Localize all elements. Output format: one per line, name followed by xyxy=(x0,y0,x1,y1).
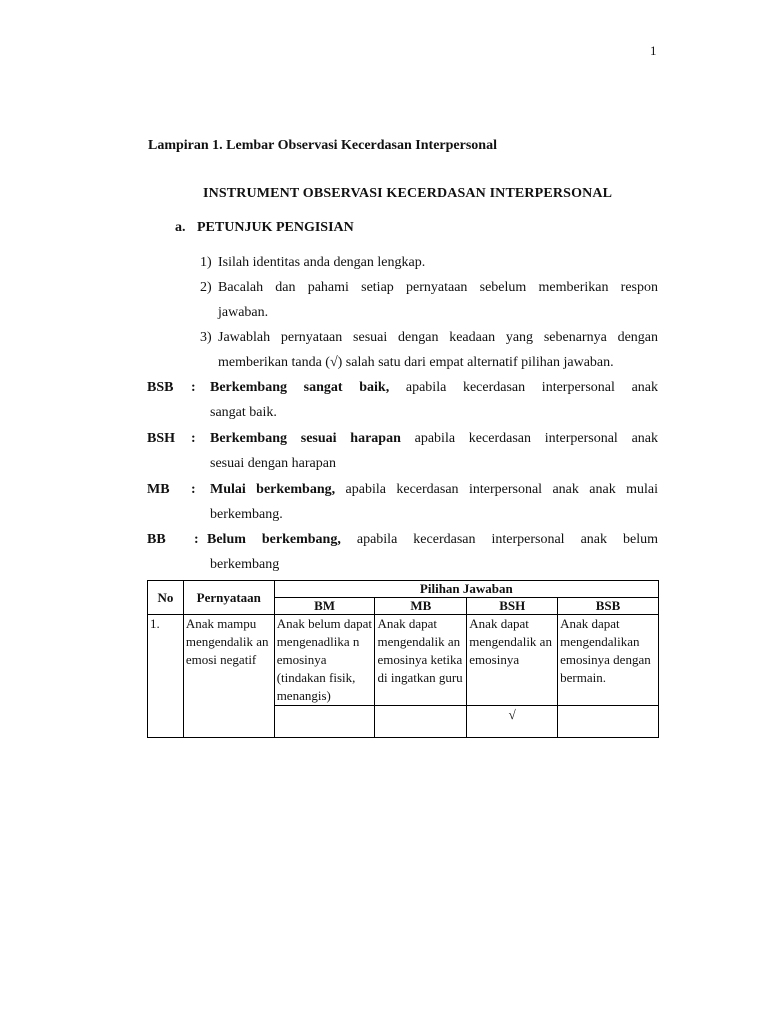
instruction-item xyxy=(200,275,658,325)
section-heading xyxy=(175,220,354,236)
instruction-number: 1) xyxy=(200,255,212,270)
legend-item-mb xyxy=(147,477,658,527)
check-cell-bm[interactable] xyxy=(274,706,375,738)
instruction-number: 2) xyxy=(200,280,212,295)
instruction-text-cont: jawaban. xyxy=(218,305,269,320)
legend-rest: apabila kecerdasan interpersonal anak xyxy=(389,380,658,395)
instruction-item xyxy=(200,325,658,375)
legend-abbr: BB xyxy=(147,532,166,547)
row-statement: Anak mampu mengendalik an emosi negatif xyxy=(183,615,274,738)
legend-rest: apabila kecerdasan interpersonal anak xyxy=(400,431,658,446)
legend-colon: : xyxy=(194,532,199,547)
legend-abbr: MB xyxy=(147,482,170,497)
table-row xyxy=(148,615,659,706)
instrument-title: INSTRUMENT OBSERVASI KECERDASAN INTERPERSONAL xyxy=(203,186,613,201)
legend-rest: apabila kecerdasan interpersonal anak belum xyxy=(340,532,659,547)
instruction-number: 3) xyxy=(200,330,212,345)
legend-term: Berkembang sangat baik, xyxy=(210,380,390,395)
page-number: 1 xyxy=(650,43,657,58)
header-choice-bsh: BSH xyxy=(467,598,558,615)
header-statement: Pernyataan xyxy=(183,581,274,615)
legend-term: Berkembang sesuai harapan xyxy=(210,431,401,446)
legend-desc-cont: berkembang. xyxy=(210,507,283,522)
option-bsh: Anak dapat mengendalik an emosinya xyxy=(467,615,558,706)
section-title: PETUNJUK PENGISIAN xyxy=(197,220,354,235)
legend-desc-cont: sangat baik. xyxy=(210,405,277,420)
legend-desc xyxy=(210,375,658,400)
instruction-text-cont: memberikan tanda (√) salah satu dari empat alternatif pilihan jawaban. xyxy=(218,355,614,370)
legend-item-bsh xyxy=(147,426,658,476)
legend-abbr: BSH xyxy=(147,431,176,446)
attachment-title: Lampiran 1. Lembar Observasi Kecerdasan Interpersonal xyxy=(148,138,497,153)
check-cell-bsh[interactable]: √ xyxy=(467,706,558,738)
legend-desc-cont: berkembang xyxy=(210,557,280,572)
legend-item-bb xyxy=(147,527,658,577)
check-cell-bsb[interactable] xyxy=(558,706,659,738)
option-bsb: Anak dapat mengendalikan emosinya dengan bermain. xyxy=(558,615,659,706)
legend-term: Mulai berkembang, xyxy=(210,482,336,497)
legend-desc-cont: sesuai dengan harapan xyxy=(210,456,336,471)
observation-table xyxy=(147,580,659,738)
instruction-text: Isilah identitas anda dengan lengkap. xyxy=(218,255,426,270)
row-number: 1. xyxy=(148,615,184,738)
instruction-text: Bacalah dan pahami setiap pernyataan sebelum memberikan respon xyxy=(218,280,658,295)
legend-desc xyxy=(207,527,658,552)
legend-rest: apabila kecerdasan interpersonal anak anak mulai xyxy=(335,482,658,497)
legend-desc xyxy=(210,477,658,502)
legend-colon: : xyxy=(191,380,196,395)
header-choices: Pilihan Jawaban xyxy=(274,581,658,598)
instruction-text: Jawablah pernyataan sesuai dengan keadaan yang sebenarnya dengan xyxy=(218,330,658,345)
option-bm: Anak belum dapat mengenadlika n emosinya (tindakan fisik, menangis) xyxy=(274,615,375,706)
section-marker: a. xyxy=(175,220,186,235)
header-no: No xyxy=(148,581,184,615)
check-cell-mb[interactable] xyxy=(375,706,467,738)
legend-abbr: BSB xyxy=(147,380,174,395)
legend-item-bsb xyxy=(147,375,658,425)
legend-colon: : xyxy=(191,482,196,497)
option-mb: Anak dapat mengendalik an emosinya ketika di ingatkan guru xyxy=(375,615,467,706)
table-header-row xyxy=(148,581,659,598)
header-choice-bm: BM xyxy=(274,598,375,615)
legend-term: Belum berkembang, xyxy=(207,532,341,547)
legend-desc xyxy=(210,426,658,451)
legend-colon: : xyxy=(191,431,196,446)
header-choice-bsb: BSB xyxy=(558,598,659,615)
header-choice-mb: MB xyxy=(375,598,467,615)
instruction-item xyxy=(200,250,658,275)
